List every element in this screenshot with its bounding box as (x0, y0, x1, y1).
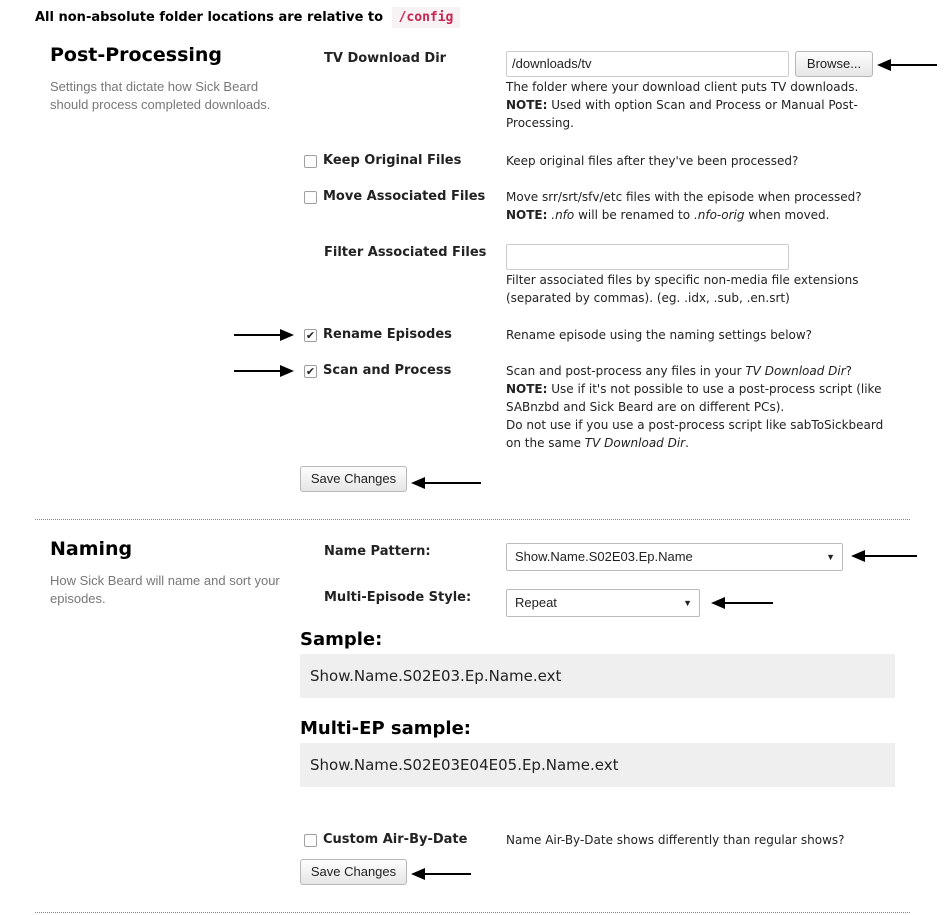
move-associated-files-checkbox[interactable] (304, 191, 317, 204)
tv-download-dir-input[interactable]: /downloads/tv (506, 51, 789, 77)
scan-extra-end: . (685, 436, 689, 450)
name-pattern-label: Name Pattern: (324, 544, 431, 559)
caret-down-icon: ▼ (683, 598, 692, 608)
scan-help-text: Scan and post-process any files in your (506, 364, 742, 378)
tv-download-dir-ref: TV Download Dir (745, 364, 846, 378)
name-pattern-selected: Show.Name.S02E03.Ep.Name (515, 549, 693, 564)
custom-air-by-date-description: Name Air-By-Date shows differently than regular shows? (506, 833, 845, 847)
keep-original-files-label: Keep Original Files (323, 153, 462, 168)
checkmark-icon: ✔ (305, 365, 316, 378)
multi-ep-sample-heading: Multi-EP sample: (300, 718, 471, 739)
save-changes-button-naming[interactable]: Save Changes (300, 859, 407, 885)
section-divider (35, 912, 910, 913)
arrow-left-icon (411, 867, 471, 881)
arrow-right-icon (234, 328, 294, 342)
tv-download-dir-ref: TV Download Dir (584, 436, 686, 450)
config-path: /config (392, 7, 461, 28)
keep-original-files-checkbox[interactable] (304, 155, 317, 168)
filter-associated-files-label: Filter Associated Files (324, 245, 487, 260)
rename-episodes-label: Rename Episodes (323, 327, 452, 342)
section-divider (35, 519, 910, 520)
custom-air-by-date-label: Custom Air-By-Date (323, 832, 468, 847)
scan-and-process-label: Scan and Process (323, 363, 452, 378)
keep-original-files-description: Keep original files after they've been processed? (506, 154, 799, 168)
multi-episode-style-label: Multi-Episode Style: (324, 590, 472, 605)
filter-associated-files-input[interactable] (506, 244, 789, 270)
move-associated-files-help: Move srr/srt/sfv/etc files with the episode when processed? (506, 190, 862, 204)
note-text: will be renamed to (578, 208, 691, 222)
checkmark-icon: ✔ (305, 329, 316, 342)
rename-episodes-description: Rename episode using the naming settings below? (506, 328, 813, 342)
tv-download-dir-note: Used with option Scan and Process or Manual Post-Processing. (506, 98, 858, 130)
relative-path-note-text: All non-absolute folder locations are relative to (35, 10, 384, 25)
scan-and-process-description (506, 362, 896, 452)
browse-button[interactable]: Browse... (795, 51, 873, 77)
multi-ep-sample-output: Show.Name.S02E03E04E05.Ep.Name.ext (300, 743, 895, 787)
tv-download-dir-description (506, 78, 901, 132)
note-label: NOTE: (506, 98, 548, 112)
arrow-left-icon (877, 58, 937, 72)
note-label: NOTE: (506, 382, 548, 396)
custom-air-by-date-checkbox[interactable] (304, 834, 317, 847)
nfo-extension: .nfo (551, 208, 575, 222)
arrow-left-icon (411, 476, 481, 490)
note-text-end: when moved. (748, 208, 830, 222)
relative-path-note (35, 10, 460, 25)
filter-associated-files-description: Filter associated files by specific non-media file extensions (separated by commas). (eg. .idx, .sub, .en.srt) (506, 273, 859, 305)
arrow-right-icon (234, 364, 294, 378)
scan-note-text: Use if it's not possible to use a post-process script (like SABnzbd and Sick Beard are on different PCs). (506, 382, 882, 414)
save-changes-button-post-processing[interactable]: Save Changes (300, 466, 407, 492)
arrow-left-icon (711, 596, 773, 610)
tv-download-dir-label: TV Download Dir (324, 51, 447, 66)
rename-episodes-checkbox[interactable] (304, 329, 317, 342)
multi-episode-style-selected: Repeat (515, 595, 557, 610)
section-description-post-processing: Settings that dictate how Sick Beard should process completed downloads. (50, 79, 271, 112)
tv-download-dir-help: The folder where your download client puts TV downloads. (506, 80, 859, 94)
move-associated-files-description (506, 188, 901, 224)
sample-heading: Sample: (300, 629, 383, 650)
scan-help-end: ? (845, 364, 853, 378)
nfo-orig-extension: .nfo-orig (693, 208, 745, 222)
section-title-post-processing: Post-Processing (50, 44, 223, 66)
sample-output: Show.Name.S02E03.Ep.Name.ext (300, 654, 895, 698)
note-label: NOTE: (506, 208, 548, 222)
scan-extra-text: Do not use if you use a post-process script like sabToSickbeard on the same (506, 418, 884, 450)
section-title-naming: Naming (50, 538, 133, 560)
name-pattern-select[interactable] (506, 543, 843, 571)
section-description-naming: How Sick Beard will name and sort your episodes. (50, 573, 280, 606)
multi-episode-style-select[interactable] (506, 589, 700, 617)
arrow-left-icon (851, 549, 917, 563)
caret-down-icon: ▼ (826, 552, 835, 562)
scan-and-process-checkbox[interactable] (304, 365, 317, 378)
move-associated-files-label: Move Associated Files (323, 189, 486, 204)
